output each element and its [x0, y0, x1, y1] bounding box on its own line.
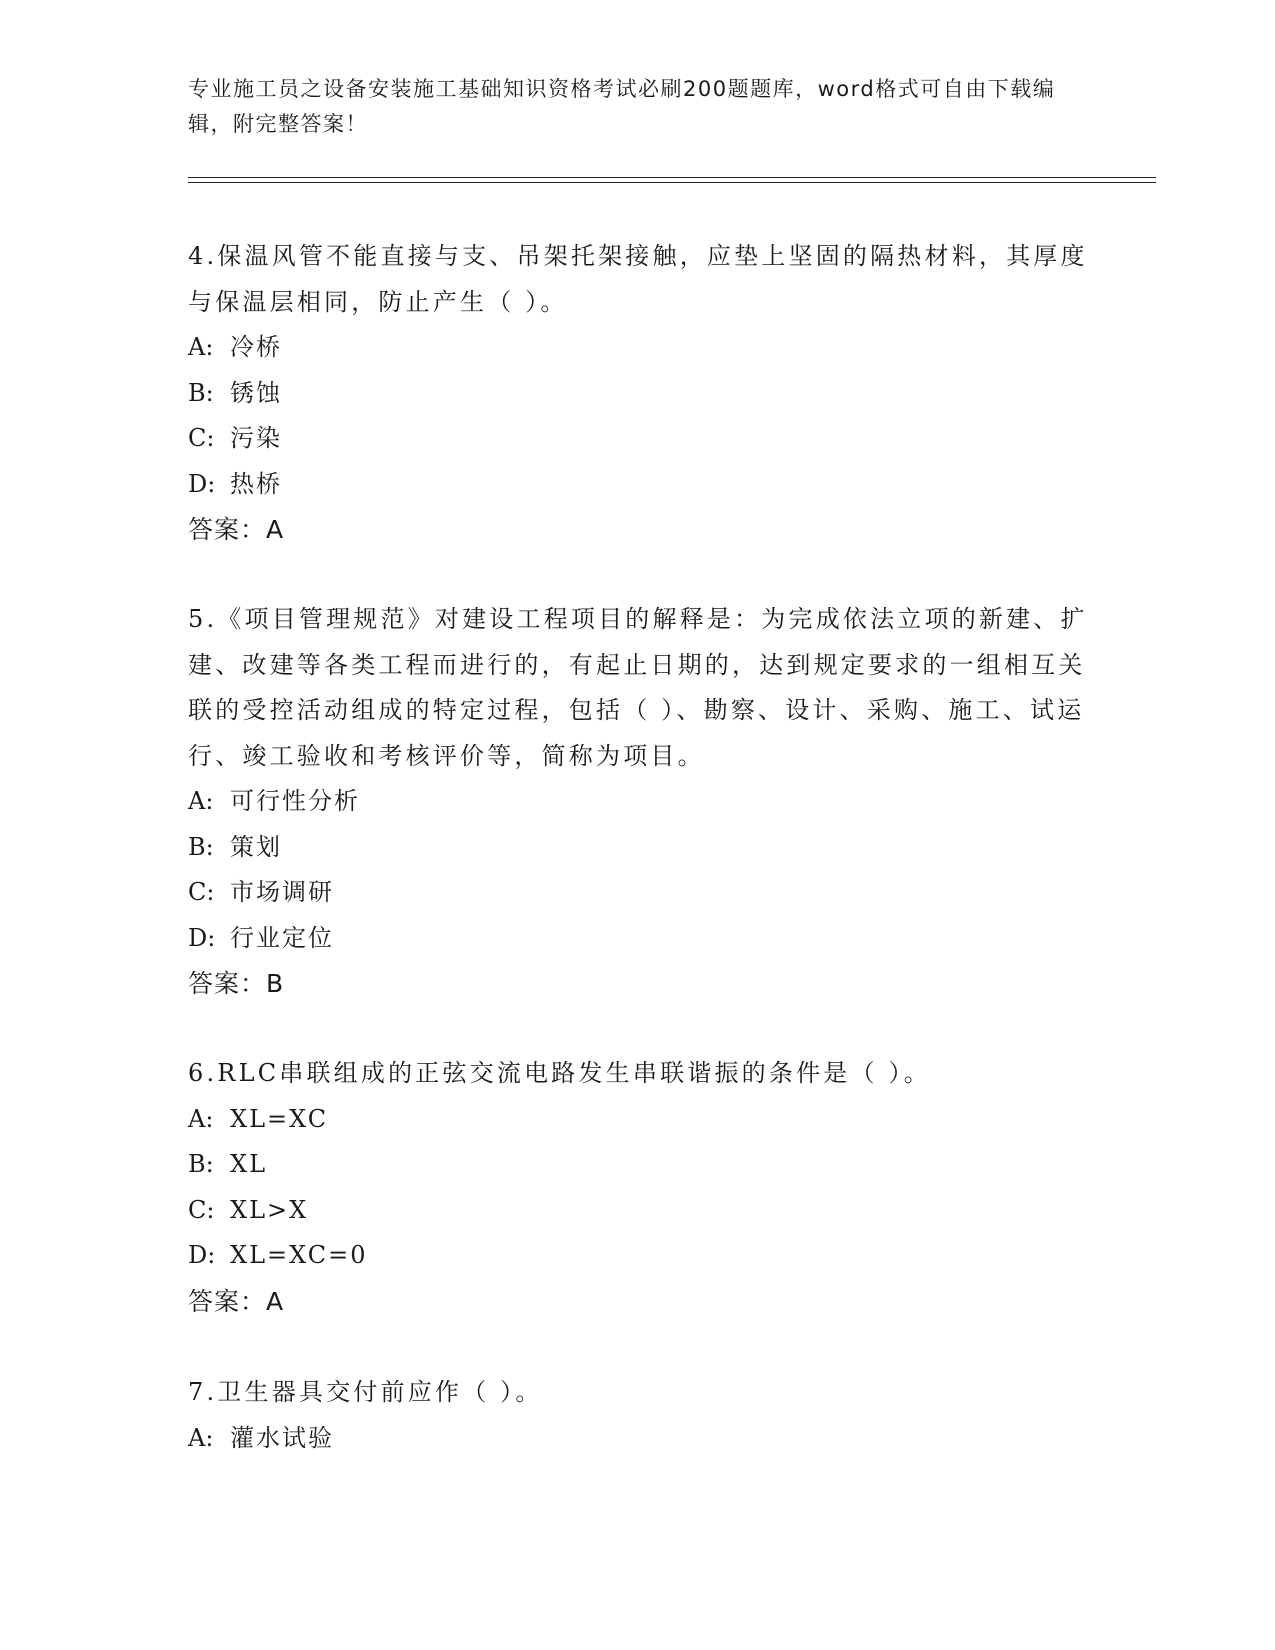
option-text: XL=XC: [230, 1104, 329, 1133]
header-divider-bottom: [188, 182, 1156, 183]
option-d: [188, 462, 1088, 508]
option-key: A:: [188, 1104, 214, 1133]
option-c: [188, 870, 1088, 916]
option-text: XL>X: [230, 1195, 309, 1224]
option-b: [188, 825, 1088, 871]
option-text: 锈蚀: [230, 378, 282, 407]
question-4: [188, 234, 1088, 553]
option-text: 冷桥: [230, 333, 282, 361]
option-key: D:: [188, 469, 216, 498]
option-c: [188, 416, 1088, 462]
option-text: 热桥: [230, 469, 282, 498]
option-text: XL=XC=0: [230, 1241, 368, 1269]
header-divider-top: [188, 177, 1156, 178]
option-text: 行业定位: [230, 923, 334, 952]
option-text: 市场调研: [230, 878, 334, 906]
option-a: [188, 779, 1088, 825]
question-text: 6.RLC串联组成的正弦交流电路发生串联谐振的条件是（ ）。: [188, 1059, 931, 1087]
option-key: C:: [188, 1195, 215, 1224]
question-text: 7.卫生器具交付前应作（ ）。: [188, 1378, 543, 1406]
option-b: [188, 371, 1088, 417]
option-text: 可行性分析: [230, 787, 360, 815]
option-key: A:: [188, 787, 214, 815]
option-key: D:: [188, 1241, 216, 1269]
document-header: 专业施工员之设备安装施工基础知识资格考试必刷200题题库，word格式可自由下载编辑，附完整答案！: [188, 77, 1056, 136]
option-a: [188, 325, 1088, 371]
option-key: C:: [188, 424, 215, 452]
option-key: B:: [188, 378, 214, 407]
answer-line: 答案：B: [188, 969, 285, 998]
option-key: A:: [188, 333, 214, 361]
option-d: [188, 1233, 1088, 1279]
answer-line: 答案：A: [188, 515, 285, 544]
question-6: [188, 1051, 1088, 1324]
option-key: B:: [188, 832, 214, 861]
question-5: [188, 597, 1088, 1007]
option-text: 策划: [230, 832, 282, 861]
option-text: XL: [230, 1150, 268, 1178]
option-a: [188, 1416, 1088, 1462]
answer-line: 答案：A: [188, 1286, 285, 1316]
option-key: C:: [188, 878, 215, 906]
option-key: D:: [188, 923, 216, 952]
option-key: A:: [188, 1423, 214, 1452]
question-text: 4.保温风管不能直接与支、吊架托架接触，应垫上坚固的隔热材料，其厚度与保温层相同，防止产生（ ）。: [188, 242, 1088, 316]
option-b: [188, 1142, 1088, 1188]
option-text: 污染: [230, 424, 282, 452]
option-key: B:: [188, 1150, 214, 1178]
option-a: [188, 1097, 1088, 1143]
option-c: [188, 1188, 1088, 1234]
option-text: 灌水试验: [230, 1423, 334, 1452]
question-7: [188, 1370, 1088, 1461]
option-d: [188, 916, 1088, 962]
question-text: 5.《项目管理规范》对建设工程项目的解释是：为完成依法立项的新建、扩建、改建等各类工程而进行的，有起止日期的，达到规定要求的一组相互关联的受控活动组成的特定过程，包括（ ）、勘察、设计、采购、施工、试运行、竣工验收和考核评价等，简称为项目。: [188, 605, 1088, 770]
